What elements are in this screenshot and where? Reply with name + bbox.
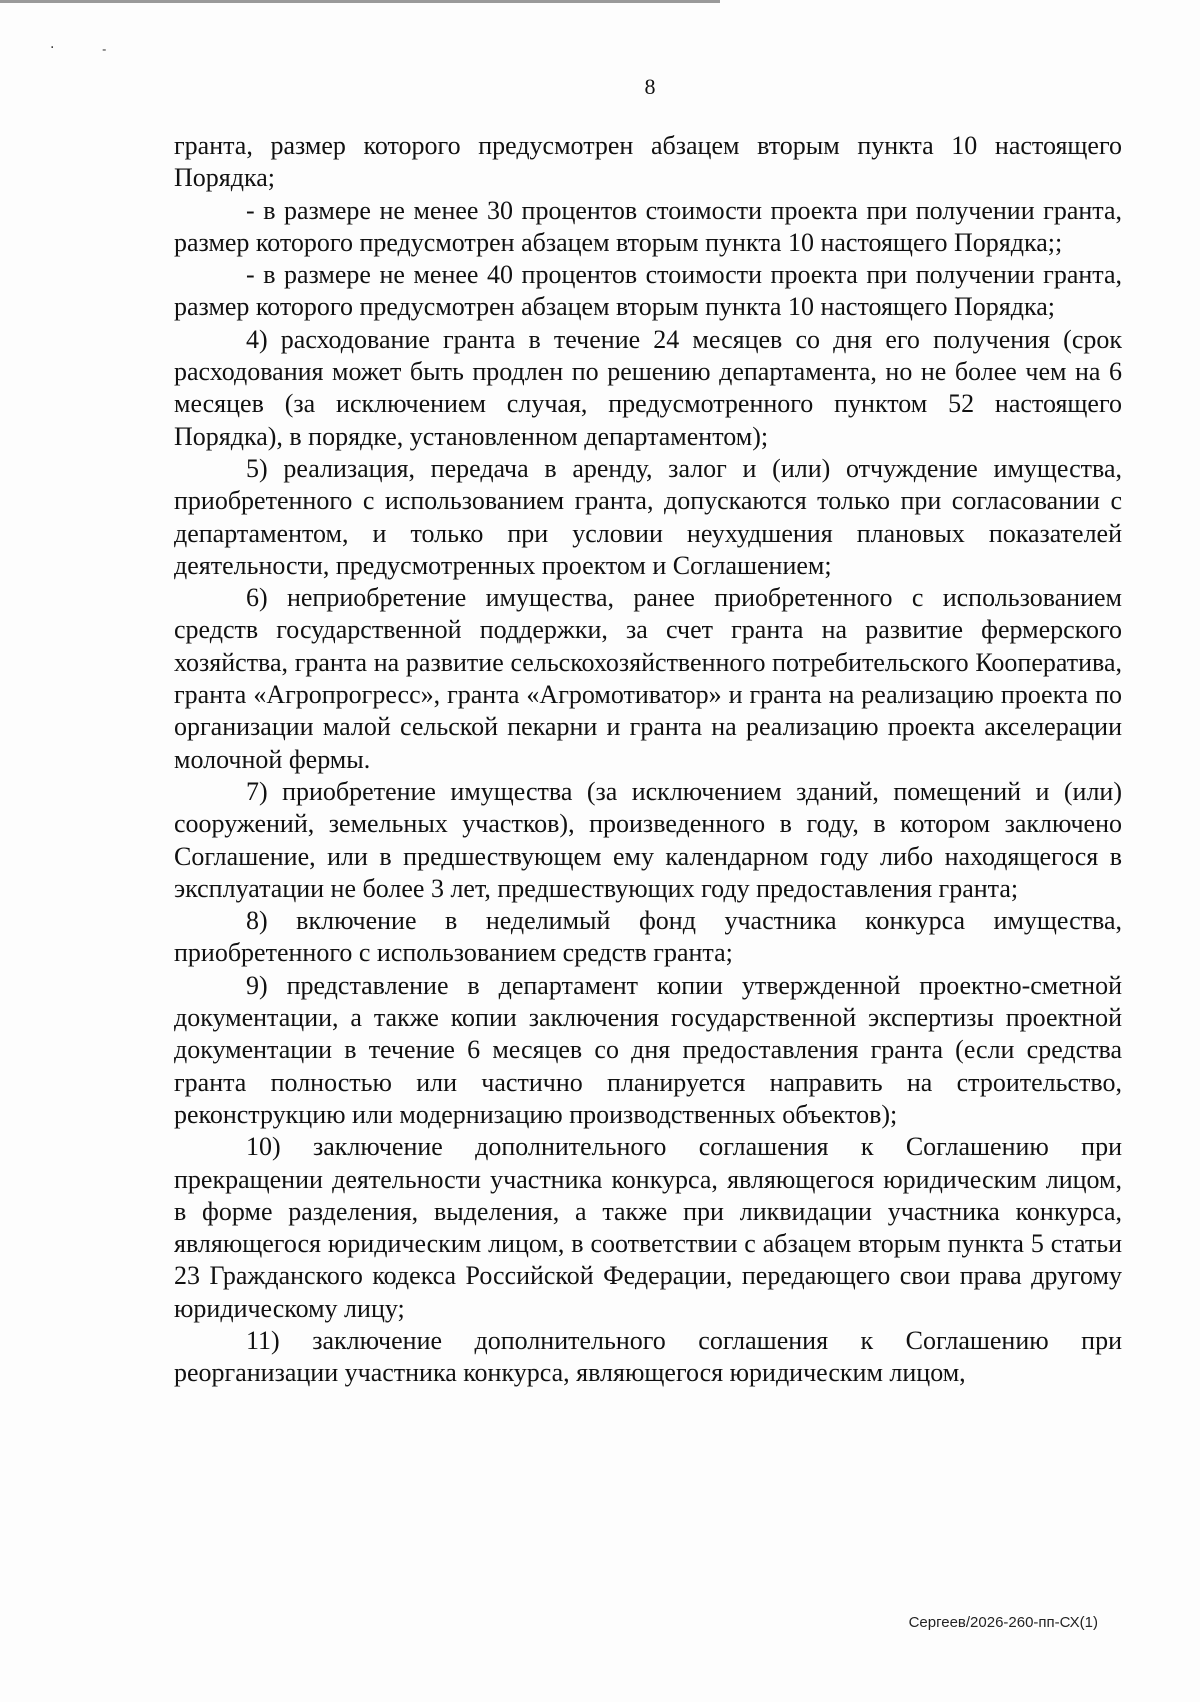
scan-speck: · (50, 40, 55, 56)
document-body (174, 130, 1122, 1390)
page-number: 8 (644, 74, 656, 99)
paragraph: 9) представление в департамент копии утвержденной проектно-сметной документации, а также копии заключения государственной экспертизы проектной документации в течение 6 месяцев со дня предоставления гранта (если средства гранта полностью или частично планируется направить на строительство, реконструкцию или модернизацию производственных объектов); (174, 970, 1122, 1129)
paragraph: 11) заключение дополнительного соглашения к Соглашению при реорганизации участника конкурса, являющегося юридическим лицом, (174, 1325, 1122, 1388)
document-footer-code: Сергеев/2026-260-пп-СХ(1) (908, 1614, 1098, 1631)
scan-top-edge (0, 0, 720, 3)
scan-speck: ˗ (102, 42, 107, 58)
paragraph: 5) реализация, передача в аренду, залог и (или) отчуждение имущества, приобретенного с использованием гранта, допускаются только при согласовании с департаментом, и только при условии неухудшения плановых показателей деятельности, предусмотренных проектом и Соглашением; (174, 453, 1122, 580)
paragraph: 6) неприобретение имущества, ранее приобретенного с использованием средств государственной поддержки, за счет гранта на развитие фермерского хозяйства, гранта на развитие сельскохозяйственного потребительского Кооператива, гранта «Агропрогресс», гранта «Агромотиватор» и гранта на реализацию проекта по организации малой сельской пекарни и гранта на реализацию проекта акселерации молочной фермы. (174, 583, 1122, 774)
paragraph: 7) приобретение имущества (за исключением зданий, помещений и (или) сооружений, земельных участков), произведенного в году, в котором заключено Соглашение, или в предшествующем ему календарном году либо находящегося в эксплуатации не более 3 лет, предшествующих году предоставления гранта; (174, 776, 1122, 903)
paragraph: - в размере не менее 30 процентов стоимости проекта при получении гранта, размер которого предусмотрен абзацем вторым пункта 10 настоящего Порядка;; (174, 195, 1122, 257)
paragraph: 10) заключение дополнительного соглашения к Соглашению при прекращении деятельности участника конкурса, являющегося юридическим лицом, в форме разделения, выделения, а также при ликвидации участника конкурса, являющегося юридическим лицом, в соответствии с абзацем вторым пункта 5 статьи 23 Гражданского кодекса Российской Федерации, передающего свои права другому юридическому лицу; (174, 1132, 1122, 1323)
paragraph: - в размере не менее 40 процентов стоимости проекта при получении гранта, размер которого предусмотрен абзацем вторым пункта 10 настоящего Порядка; (174, 260, 1122, 322)
paragraph: гранта, размер которого предусмотрен абзацем вторым пункта 10 настоящего Порядка; (174, 131, 1122, 193)
paragraph: 4) расходование гранта в течение 24 месяцев со дня его получения (срок расходования может быть продлен по решению департамента, но не более чем на 6 месяцев (за исключением случая, предусмотренного пунктом 52 настоящего Порядка), в порядке, установленном департаментом); (174, 324, 1122, 451)
paragraph: 8) включение в неделимый фонд участника конкурса имущества, приобретенного с использованием средств гранта; (174, 906, 1122, 968)
